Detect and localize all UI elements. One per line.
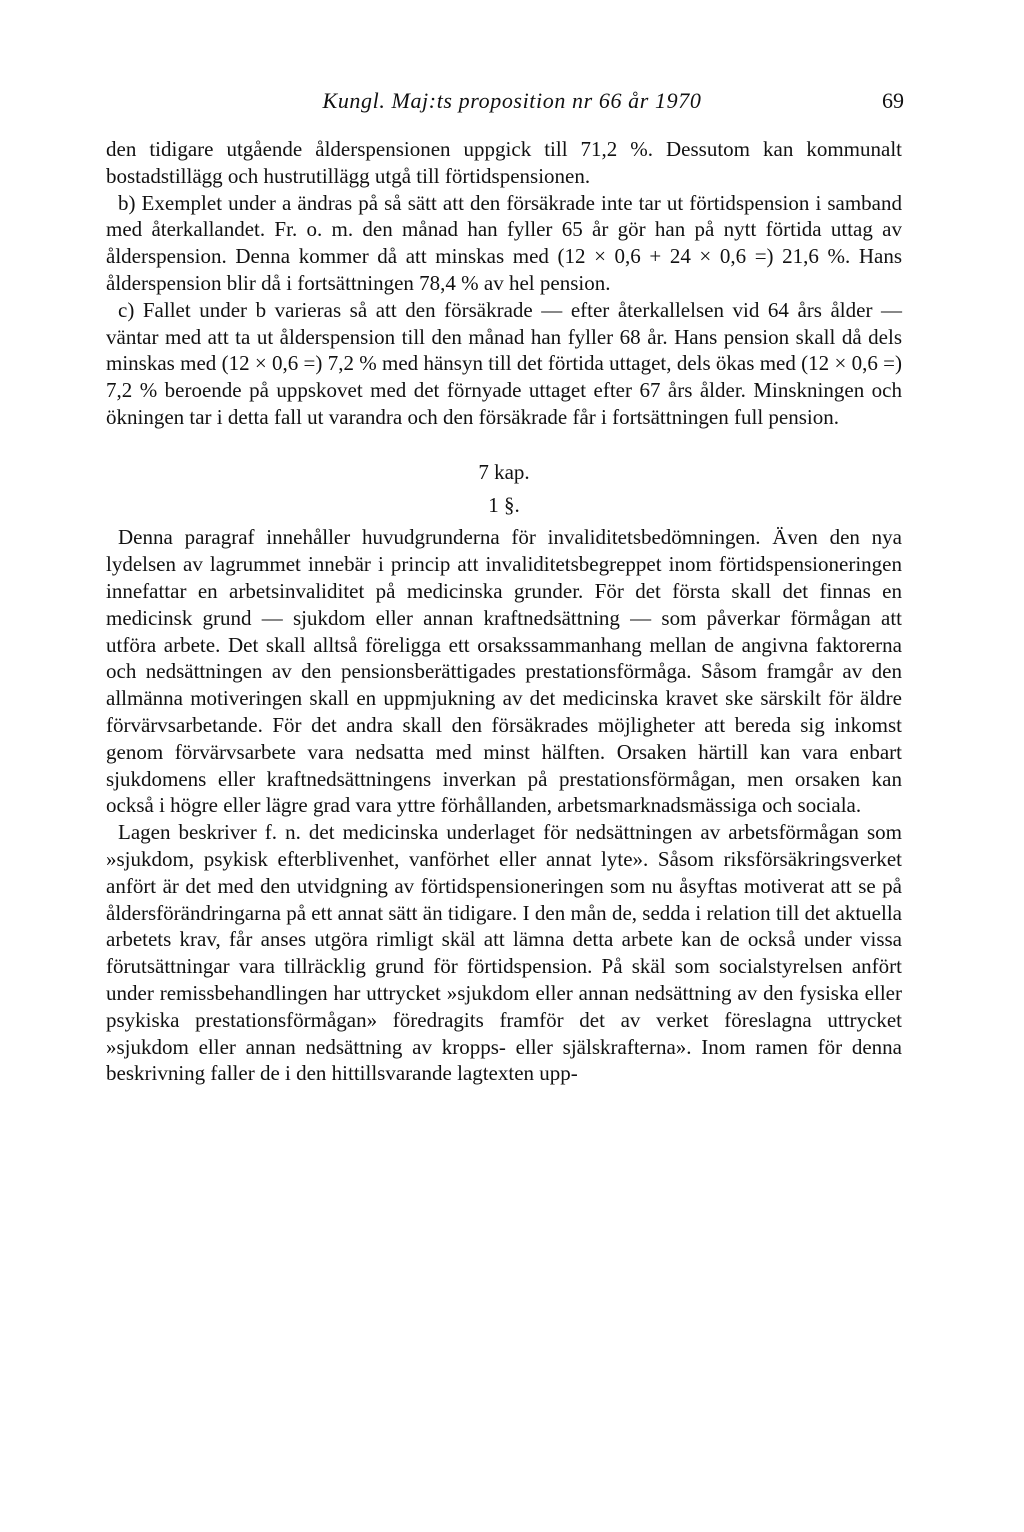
body-text: [106, 136, 902, 1087]
paragraph-continuation: den tidigare utgående ålderspensionen uppgick till 71,2 %. Dessutom kan kommunalt bostadstillägg och hustrutillägg utgå till förtidspensionen.: [106, 137, 902, 188]
page-number: 69: [882, 88, 904, 113]
paragraph-invalidity-grounds: Denna paragraf innehåller huvudgrunderna för invaliditetsbedömningen. Även den nya lydelsen av lagrummet innebär i princip att invaliditetsbegreppet inom förtidspensioneringen innefattar en arbetsinvaliditet på medicinska grunder. För det första skall det finnas en medicinsk grund — sjukdom eller annan kraftnedsättning — som påverkar förmågan att utföra arbete. Det skall alltså föreligga ett orsakssammanhang mellan de angivna faktorerna och nedsättningen av den pensionsberättigades prestationsförmåga. Såsom framgår av den allmänna motiveringen skall en uppmjukning av det medicinska kravet ske särskilt för äldre förvärvsarbetande. För det andra skall den försäkrades möjligheter att bereda sig inkomst genom förvärvsarbete vara nedsatta med minst hälften. Orsaken härtill kan vara enbart sjukdomens eller kraftnedsättningens inverkan på prestationsförmågan, men orsaken kan också i högre eller lägre grad vara yttre förhållanden, arbetsmarknadsmässiga och sociala.: [106, 525, 902, 818]
chapter-heading: 7 kap.: [478, 459, 530, 484]
paragraph-medical-basis: Lagen beskriver f. n. det medicinska underlaget för nedsättningen av arbetsförmågan som »sjukdom, psykisk efterblivenhet, vanförhet eller annat lyte». Såsom riksförsäkringsverket anfört är det med den utvidgning av förtidspensioneringen som nu åsyftas motiverat att se på åldersförändringarna på ett annat sätt än tidigare. I den mån de, sedda i relation till det aktuella arbetets krav, får anses utgöra rimligt skäl att lämna detta arbete kan de också under vissa förutsättningar vara tillräcklig grund för förtidspension. På skäl som socialstyrelsen anfört under remissbehandlingen har uttrycket »sjukdom eller annan nedsättning av den fysiska eller psykiska prestationsförmågan» föredragits framför det av verket föreslagna uttrycket »sjukdom eller annan nedsättning av kropps- eller själskrafterna». Inom ramen för denna beskrivning faller de i den hittillsvarande lagtexten upp-: [106, 820, 902, 1086]
paragraph-example-b: b) Exemplet under a ändras på så sätt att den försäkrade inte tar ut förtidspension i samband med återkallandet. Fr. o. m. den månad han fyller 65 år gör han på nytt förtida uttag av ålderspension. Denna kommer då att minskas med (12 × 0,6 + 24 × 0,6 =) 21,6 %. Hans ålderspension blir då i fortsättningen 78,4 % av hel pension.: [106, 190, 902, 295]
section-heading: 1 §.: [488, 492, 520, 517]
running-title: Kungl. Maj:ts proposition nr 66 år 1970: [322, 88, 702, 113]
page-header: [0, 88, 1024, 122]
paragraph-example-c: c) Fallet under b varieras så att den försäkrade — efter återkallelsen vid 64 års ålder — väntar med att ta ut ålderspension till den månad han fyller 68 år. Hans pension skall då dels minskas med (12 × 0,6 =) 7,2 % med hänsyn till det förtida uttaget, dels ökas med (12 × 0,6 =) 7,2 % beroende på uppskovet med det förnyade uttaget efter 67 års ålder. Minskningen och ökningen tar i detta fall ut varandra och den försäkrade får i fortsättningen full pension.: [106, 297, 902, 429]
